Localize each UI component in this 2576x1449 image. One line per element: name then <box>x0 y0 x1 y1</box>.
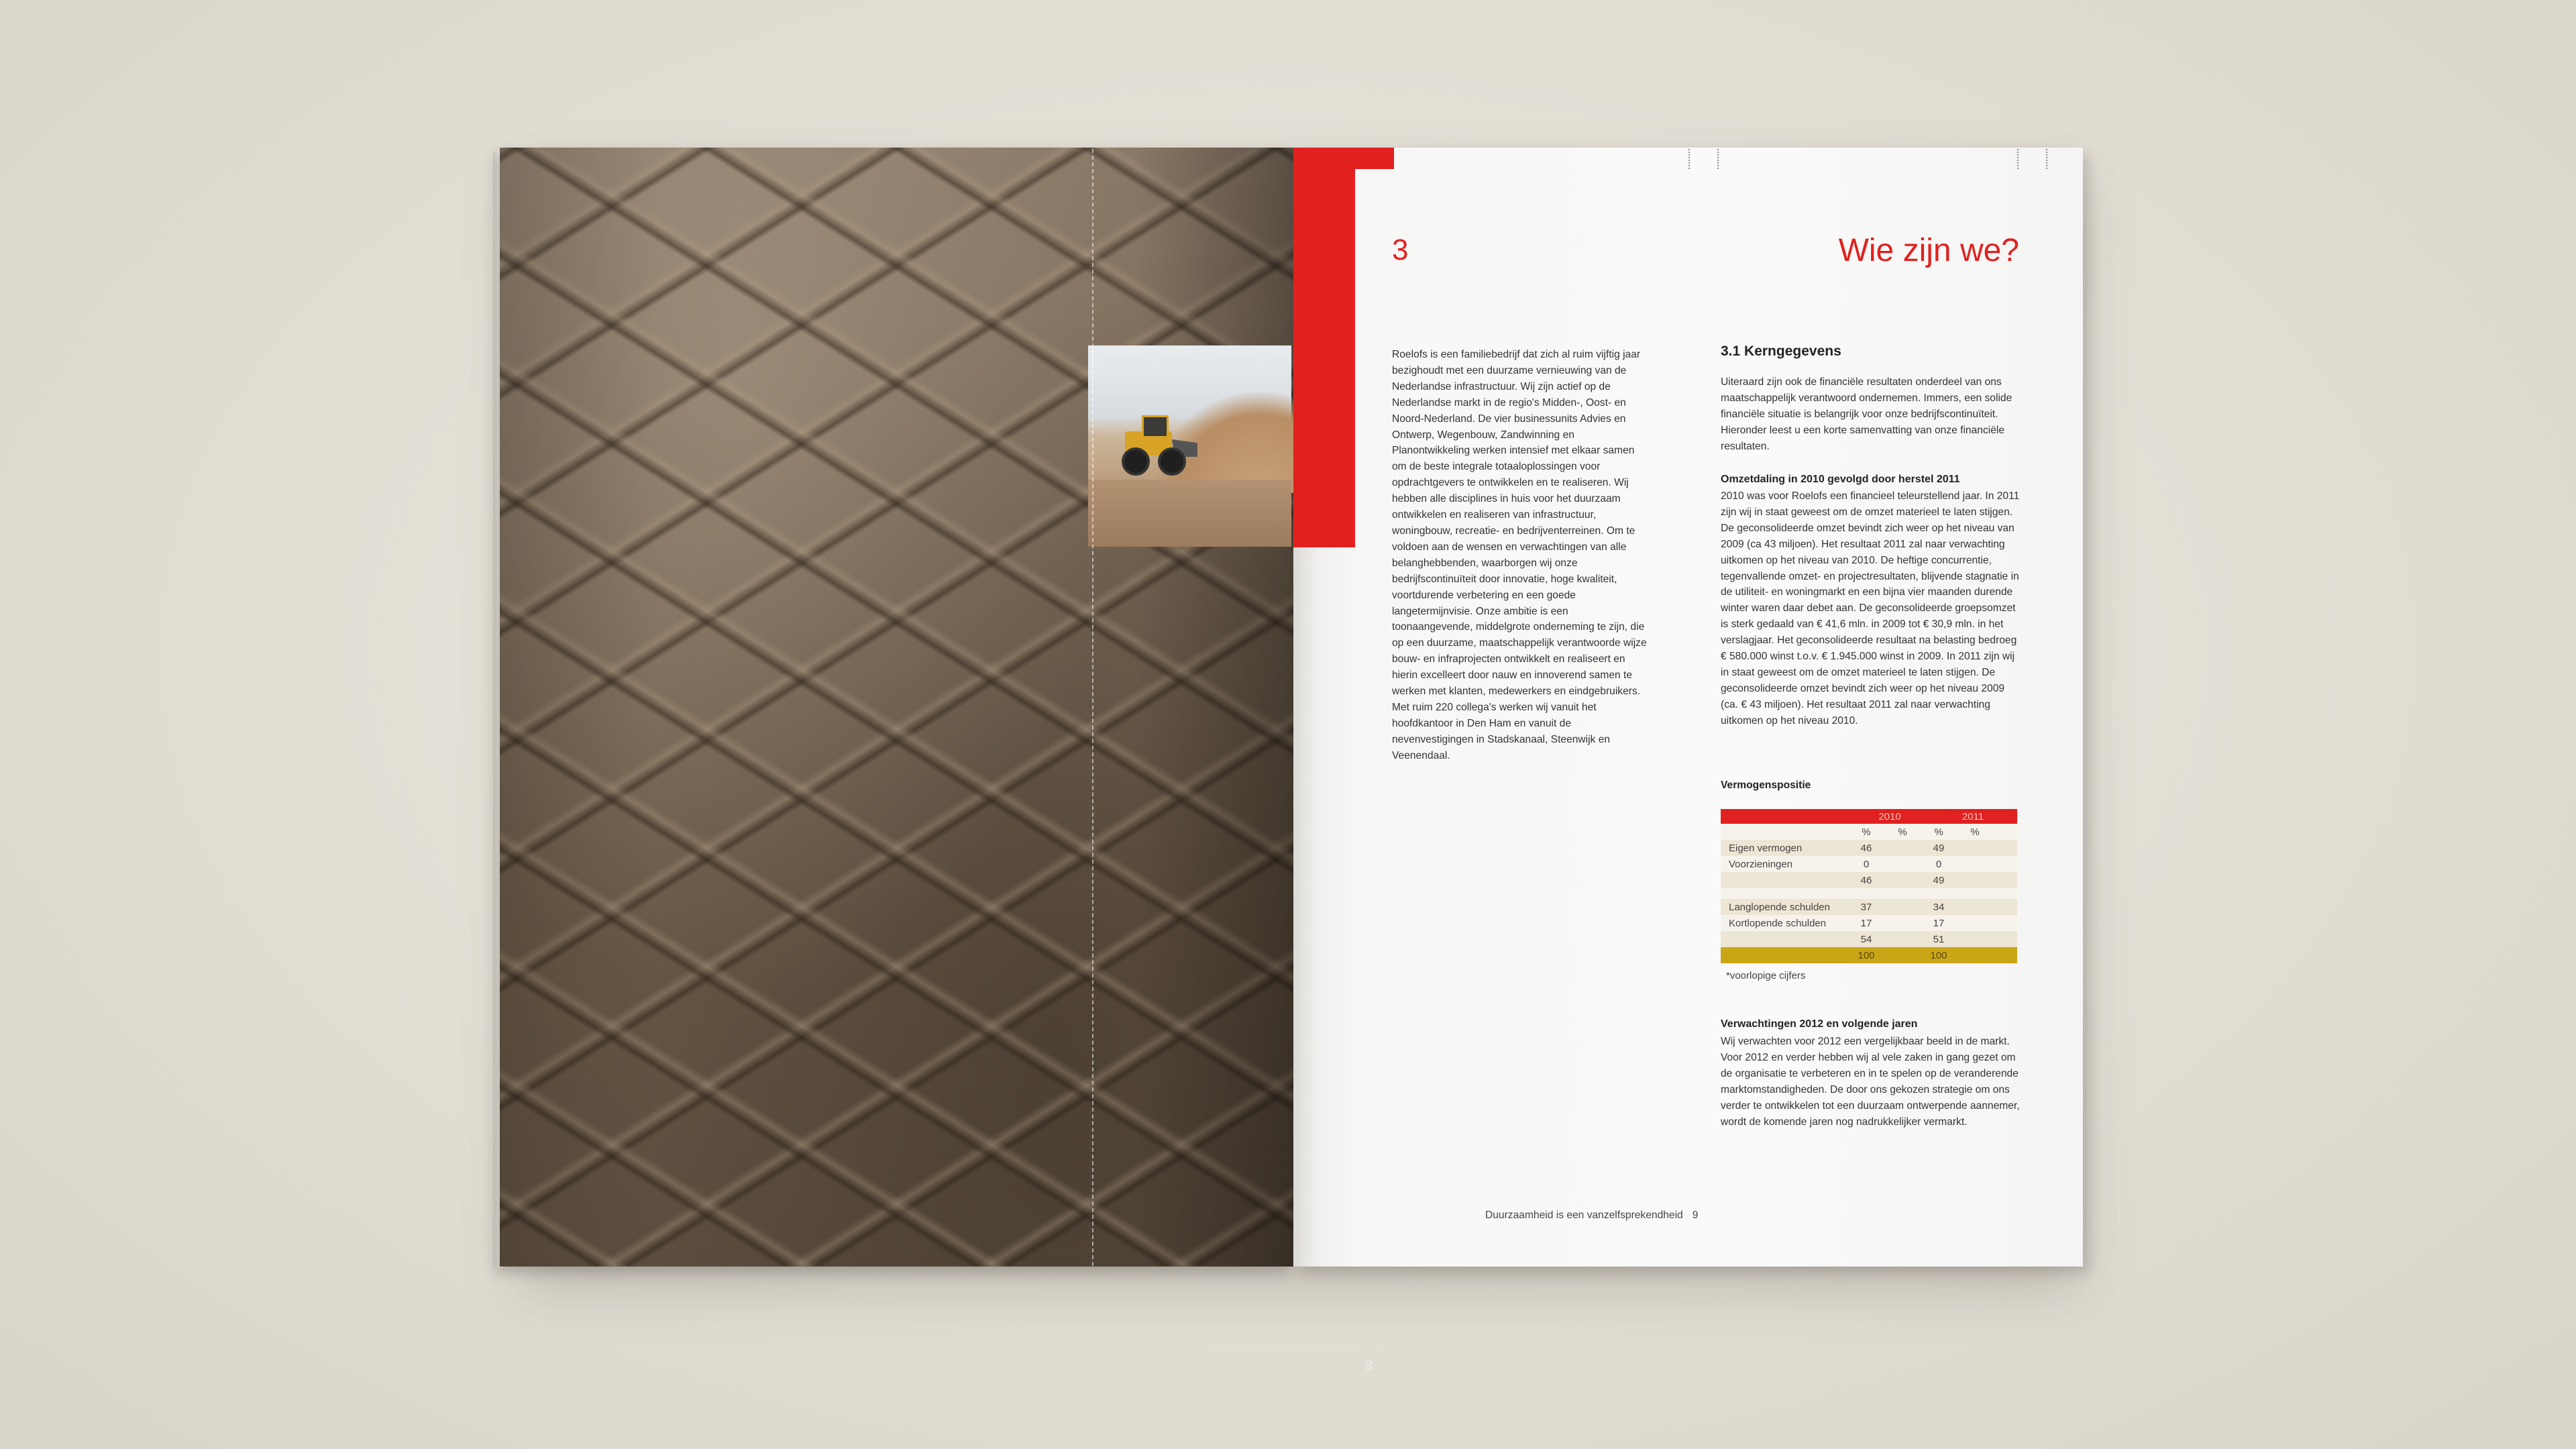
wheel-loader-wheel <box>1122 447 1150 476</box>
year-2010: 2010 <box>1878 810 1901 822</box>
footer-page-number: 9 <box>1692 1210 1699 1221</box>
pct-label: % <box>1934 826 1943 838</box>
red-accent-top <box>1293 148 1394 169</box>
total-2010: 100 <box>1858 949 1875 961</box>
left-page-photo <box>500 148 1373 1373</box>
pct-label: % <box>1970 826 1980 838</box>
row-label: Voorzieningen <box>1729 858 1793 870</box>
value-2010: 17 <box>1860 917 1872 929</box>
row-label: Eigen vermogen <box>1729 842 1803 854</box>
value-2011: 17 <box>1933 917 1945 929</box>
photo-shading <box>500 148 1293 1267</box>
crop-mark <box>2046 149 2047 169</box>
table-row-subtotal <box>1721 872 2017 888</box>
table-row <box>1721 899 2017 915</box>
total-2011: 100 <box>1930 949 1947 961</box>
chapter-title: Wie zijn we? <box>1838 233 2019 268</box>
value-2011: 49 <box>1933 842 1945 854</box>
table-heading: Vermogenspositie <box>1721 780 1811 791</box>
value-2011: 34 <box>1933 901 1945 913</box>
vermogenspositie-table <box>1721 809 2017 963</box>
table-row <box>1721 856 2017 872</box>
crop-mark <box>1688 149 1690 169</box>
value-2010: 46 <box>1860 842 1872 854</box>
table-spacer-row <box>1721 888 2017 899</box>
table-row <box>1721 840 2017 856</box>
table-row <box>1721 915 2017 931</box>
pct-label: % <box>1862 826 1871 838</box>
pct-label: % <box>1898 826 1907 838</box>
table-header-row <box>1721 809 2017 824</box>
ground <box>1088 480 1291 547</box>
left-page-number: 8 <box>1365 1358 1373 1373</box>
intro-paragraph: Roelofs is een familiebedrijf dat zich al ruim vijftig jaar bezighoudt met een duurzame vernieuwing van de Nederlandse infrastructuur. Wij zijn actief op de Nederlandse markt in de regio's Midden-, Oost- en Noord-Nederland. De vier businessunits Advies en Ontwerp, Wegenbouw, Zandwinning en Planontwikkeling werken intensief met elkaar samen om de beste integrale totaaloplossingen voor opdrachtgevers te ontwikkelen en te realiseren. Wij hebben alle disciplines in huis voor het duurzaam ontwikkelen en realiseren van infrastructuur, woningbouw, recreatie- en bedrijventerreinen. Om te voldoen aan de wensen en verwachtingen van alle belanghebbenden, waarborgen wij onze bedrijfscontinuïteit door innovatie, hoge kwaliteit, voortdurende verbetering en een goede langetermijnvisie. Onze ambitie is een toonaangevende, middelgrote onderneming te zijn, die op een duurzame, maatschappelijk verantwoorde wijze bouw- en infraprojecten ontwikkelt en realiseert en hierin excelleert door nauw en innoverend samen te werken met klanten, medewerkers en eindgebruikers. Met ruim 220 collega's werken wij vanuit het hoofdkantoor in Den Ham en vanuit de nevenvestigingen in Stadskanaal, Steenwijk en Veenendaal. <box>1392 349 1647 761</box>
row-label: Kortlopende schulden <box>1729 917 1827 929</box>
value-2010: 54 <box>1860 933 1872 945</box>
footer-text: Duurzaamheid is een vanzelfsprekendheid <box>1485 1210 1683 1221</box>
year-2011: 2011 <box>1962 810 1984 822</box>
table-pct-row <box>1721 824 2017 840</box>
value-2010: 46 <box>1860 874 1872 886</box>
fold-guide-line <box>1092 149 1093 1266</box>
table-total-row <box>1721 947 2017 963</box>
section-intro-paragraph: Uiteraard zijn ook de financiële resultaten onderdeel van ons maatschappelijk verantwoord ondernemen. Immers, een solide financiële situatie is belangrijk voor onze bedrijfscontinuïteit. Hieronder leest u een korte samenvatting van onze financiële resultaten. <box>1721 376 2012 452</box>
red-accent-bar <box>1293 148 1355 547</box>
value-2010: 0 <box>1863 858 1870 870</box>
value-2011: 0 <box>1935 858 1942 870</box>
inset-photo-wheel-loader <box>1088 345 1291 547</box>
value-2011: 49 <box>1933 874 1945 886</box>
row-label: Langlopende schulden <box>1729 901 1830 913</box>
table-footnote: *voorlopige cijfers <box>1726 970 1806 981</box>
wheel-loader-wheel <box>1158 447 1186 476</box>
chapter-number: 3 <box>1392 233 1409 266</box>
verwachtingen-paragraph: Wij verwachten voor 2012 een vergelijkbaar beeld in de markt. Voor 2012 en verder hebben wij al vele zaken in gang gezet om de organisatie te verbeteren en in te spelen op de veranderende marktomstandigheden. De door ons gekozen strategie om ons verder te ontwikkelen tot een duurzaam ontwerpende aannemer, wordt de komende jaren nog nadrukkelijker vermarkt. <box>1721 1036 2020 1128</box>
section-heading: 3.1 Kerngegevens <box>1721 343 1841 359</box>
crop-mark <box>1717 149 1719 169</box>
wheel-loader-cab <box>1142 415 1169 438</box>
table-row-subtotal <box>1721 931 2017 947</box>
subheading-omzetdaling: Omzetdaling in 2010 gevolgd door herstel 2011 <box>1721 474 1960 485</box>
value-2011: 51 <box>1933 933 1945 945</box>
crop-mark <box>2017 149 2019 169</box>
subheading-verwachtingen: Verwachtingen 2012 en volgende jaren <box>1721 1018 1918 1030</box>
page-footer <box>1485 1210 1698 1222</box>
value-2010: 37 <box>1860 901 1872 913</box>
omzetdaling-paragraph: 2010 was voor Roelofs een financieel teleurstellend jaar. In 2011 zijn wij in staat geweest om de omzet materieel te laten stijgen. De geconsolideerde omzet bevindt zich weer op het niveau van 2009 (ca 43 miljoen). Het resultaat 2011 zal naar verwachting uitkomen op het niveau van 2010. De heftige concurrentie, tegenvallende omzet- en projectresultaten, blijvende stagnatie in de utiliteit- en woningmarkt en een bijna vier maanden durende winter waren daar debet aan. De geconsolideerde groepsomzet is sterk gedaald van € 41,6 mln. in 2009 tot € 30,9 mln. in het verslagjaar. Het geconsolideerde resultaat na belasting bedroeg € 580.000 winst t.o.v. € 1.945.000 winst in 2009. In 2011 zijn wij in staat geweest om de omzet materieel te laten stijgen. De geconsolideerde omzet bevindt zich weer op het niveau 2009 (ca. € 43 miljoen). Het resultaat 2011 zal naar verwachting uitkomen op het niveau 2010. <box>1721 490 2020 727</box>
